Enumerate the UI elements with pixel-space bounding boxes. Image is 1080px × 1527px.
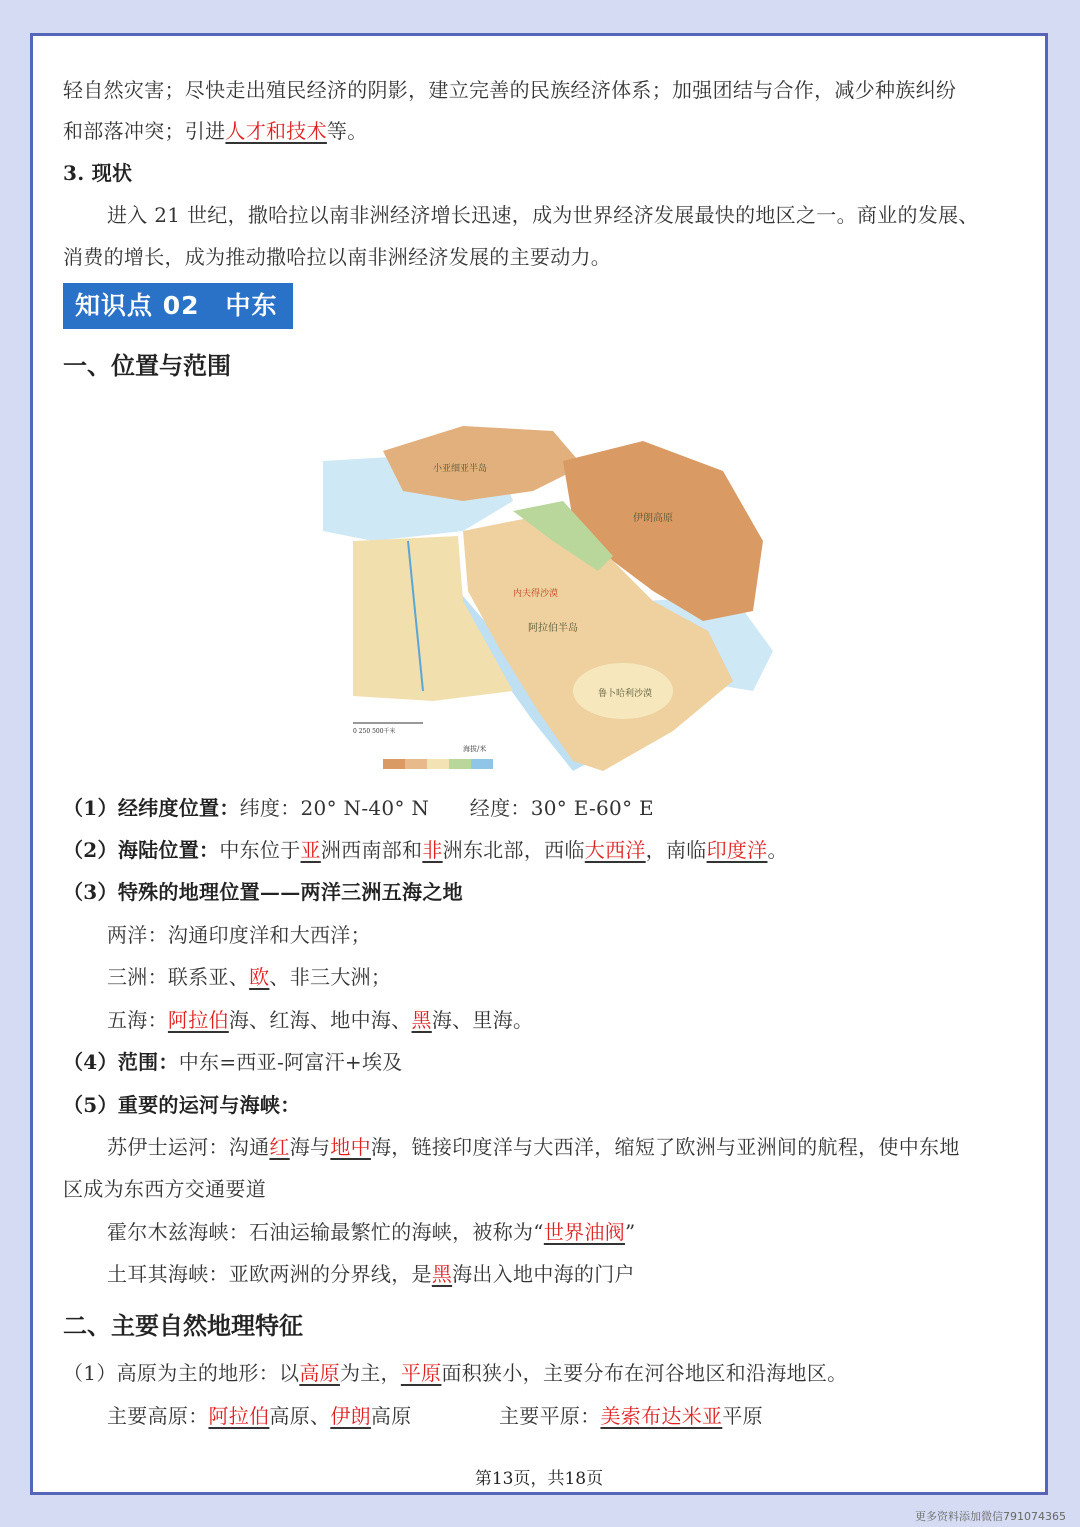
item-2-text: 洲东北部，西临 [442,838,585,862]
plain-text-end: 平原 [722,1404,763,1428]
hormuz-strait [107,1218,636,1246]
turkey-text-end: 海出入地中海的门户 [452,1262,635,1286]
item-4-range [63,1048,403,1076]
keyword-black: 黑 [411,1008,432,1032]
map-label-nafud: 内夫得沙漠 [513,589,559,599]
item-2-sea-land [63,836,788,864]
legend-swatch-2 [405,759,427,769]
keyword-plateau: 高原 [299,1361,340,1385]
intro-line-2 [63,117,368,145]
item-5-canals-straits: （5）重要的运河与海峡： [63,1093,301,1117]
keyword-africa: 非 [422,838,443,862]
keyword-talent-tech: 人才和技术 [225,119,327,143]
section-2-title: 二、主要自然地理特征 [63,1311,303,1340]
plateau-text: 主要高原： [107,1404,209,1428]
legend-swatch-3 [427,759,449,769]
legend-swatch-1 [383,759,405,769]
map-label-rub-al-khali: 鲁卜哈利沙漠 [598,689,653,699]
item-2-text: 中东位于 [219,838,301,862]
intro-text-end: 等。 [326,119,368,143]
keyword-atlantic: 大西洋 [584,838,646,862]
suez-canal [107,1133,960,1161]
keyword-mediterranean: 地中 [330,1135,371,1159]
legend-swatch-5 [471,759,493,769]
item-1-lat-lon [63,794,654,822]
watermark: 更多资料添加微信791074365 [915,1510,1066,1523]
turkey-text: 土耳其海峡：亚欧两洲的分界线，是 [107,1262,432,1286]
suez-text: 海与 [289,1135,331,1159]
keyword-plain: 平原 [400,1361,442,1385]
item-4-label: （4）范围： [63,1050,179,1074]
document-page [30,33,1048,1495]
item-2-text: ，南临 [645,838,707,862]
terrain-item [63,1359,847,1387]
terrain-text: （1）高原为主的地形：以 [63,1361,300,1385]
keyword-europe: 欧 [249,965,270,989]
item-2-text: 洲西南部和 [320,838,423,862]
map-label-iran: 伊朗高原 [633,513,673,524]
main-plateaus [107,1402,412,1430]
map-label-arabia: 阿拉伯半岛 [528,623,578,634]
status-para-2: 消费的增长，成为推动撒哈拉以南非洲经济发展的主要动力。 [63,245,612,269]
keyword-indian-ocean: 印度洋 [706,838,768,862]
hormuz-text-end: ” [625,1220,636,1244]
five-seas [107,1006,533,1034]
map-label-anatolia: 小亚细亚半岛 [433,464,488,474]
plateau-text: 高原 [370,1404,412,1428]
item-4-text: 中东=西亚-阿富汗+埃及 [178,1050,403,1074]
keyword-arabian: 阿拉伯 [167,1008,229,1032]
hormuz-text: 霍尔木兹海峡：石油运输最繁忙的海峡，被称为“ [107,1220,544,1244]
suez-text: 海，链接印度洋与大西洋，缩短了欧洲与亚洲间的航程，使中东地 [370,1135,960,1159]
legend-swatch-4 [449,759,471,769]
keyword-red: 红 [269,1135,290,1159]
item-2-text: 。 [767,838,788,862]
three-continents-text: 三洲：联系亚、 [107,965,250,989]
item-1-label: （1）经纬度位置： [63,796,240,820]
terrain-text: 面积狭小，主要分布在河谷地区和沿海地区。 [441,1361,848,1385]
suez-text: 苏伊士运河：沟通 [107,1135,270,1159]
five-seas-text: 海、红海、地中海、 [228,1008,412,1032]
turkish-straits [107,1260,635,1288]
keyword-black-sea: 黑 [431,1262,453,1286]
knowledge-point-banner: 知识点 02 中东 [63,283,293,329]
terrain-text: 为主， [339,1361,401,1385]
keyword-asia: 亚 [300,838,321,862]
keyword-oil-valve: 世界油阀 [543,1220,626,1244]
keyword-iranian-plateau: 伊朗 [330,1404,371,1428]
three-continents [107,963,391,991]
keyword-mesopotamia: 美索布达米亚 [600,1404,723,1428]
scale-bar-text: 0 250 500千米 [353,728,396,735]
suez-canal-line-2: 区成为东西方交通要道 [63,1177,266,1201]
five-seas-text-end: 海、里海。 [431,1008,534,1032]
main-plains [499,1402,763,1430]
page-number: 第13页，共18页 [474,1469,604,1489]
intro-text: 和部落冲突；引进 [63,119,226,143]
item-1-text: 纬度：20° N-40° N 经度：30° E-60° E [239,796,654,820]
section-1-title: 一、位置与范围 [63,351,231,380]
legend-label: 海拔/米 [463,745,487,753]
keyword-arabian-plateau: 阿拉伯 [208,1404,270,1428]
five-seas-text: 五海： [107,1008,168,1032]
status-para-1: 进入 21 世纪，撒哈拉以南非洲经济增长迅速，成为世界经济发展最快的地区之一。商业的发展、 [107,203,979,227]
intro-line-1: 轻自然灾害；尽快走出殖民经济的阴影，建立完善的民族经济体系；加强团结与合作，减少种族纠纷 [63,78,957,102]
three-continents-text-end: 、非三大洲； [269,965,392,989]
status-heading: 3. 现状 [63,161,133,185]
plateau-text: 高原、 [269,1404,331,1428]
item-3-special-location: （3）特殊的地理位置——两洋三洲五海之地 [63,880,463,904]
item-2-label: （2）海陆位置： [63,838,220,862]
plain-text: 主要平原： [499,1404,601,1428]
two-oceans: 两洋：沟通印度洋和大西洋； [107,923,371,947]
middle-east-map [313,391,783,781]
